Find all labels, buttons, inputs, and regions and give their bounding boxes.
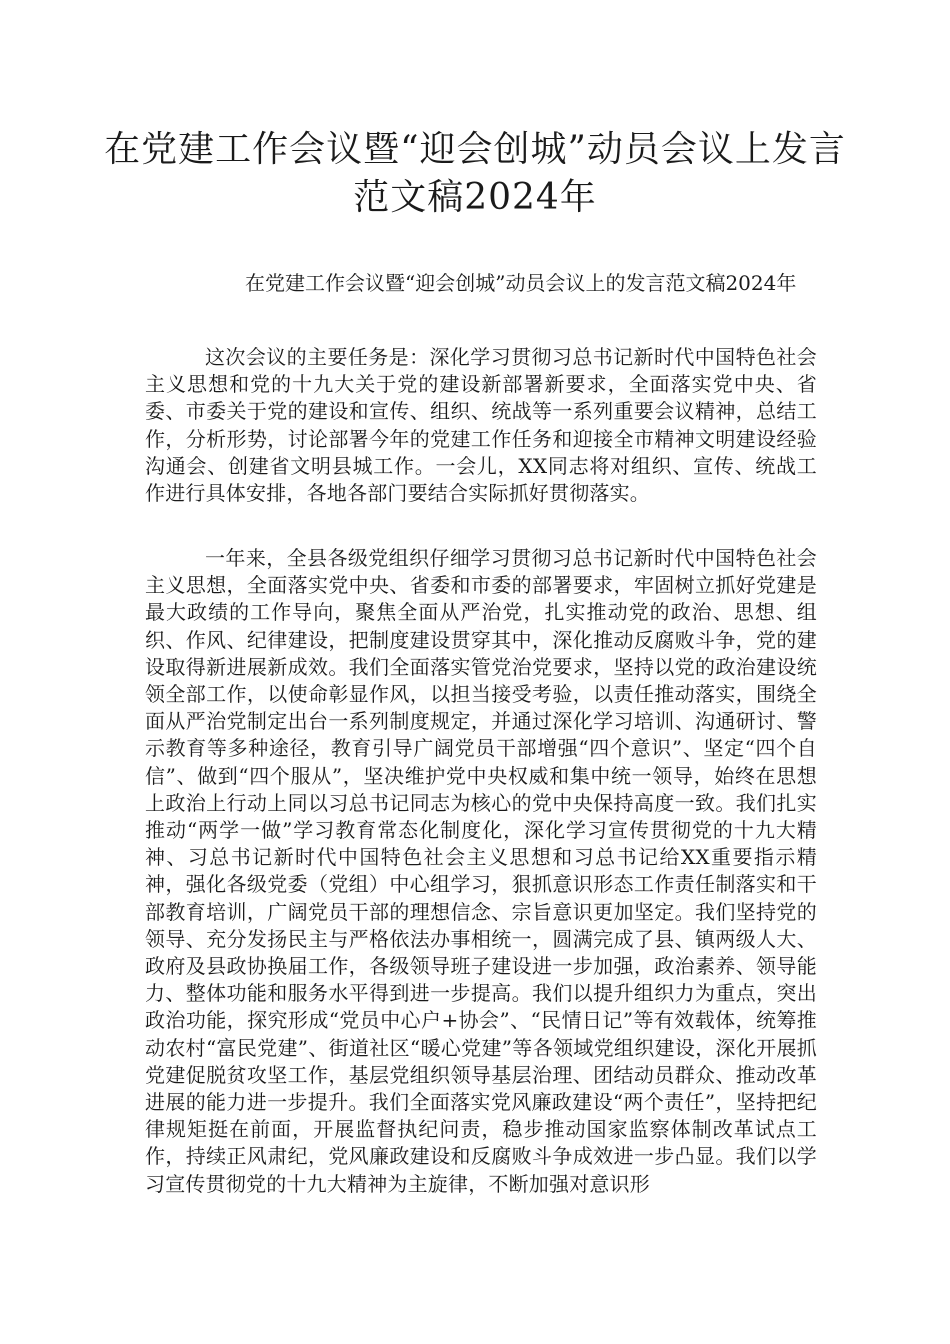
document-subtitle: 在党建工作会议暨“迎会创城”动员会议上的发言范文稿2024年 (245, 271, 797, 295)
body-paragraph: 一年来，全县各级党组织仔细学习贯彻习总书记新时代中国特色社会主义思想，全面落实党中央、省委和市委的部署要求，牢固树立抓好党建是最大政绩的工作导向，聚焦全面从严治党，扎实推动党的政治、思想、组织、作风、纪律建设，把制度建设贯穿其中，深化推动反腐败斗争，党的建设取得新进展新成效。我们全面落实管党治党要求，坚持以党的政治建设统领全部工作，以使命彰显作风，以担当接受考验，以责任推动落实，围绕全面从严治党制定出台一系列制度规定，并通过深化学习培训、沟通研讨、警示教育等多种途径，教育引导广阔党员干部增强“四个意识”、坚定“四个自信”、做到“四个服从”，坚决维护党中央权威和集中统一领导，始终在思想上政治上行动上同以习总书记同志为核心的党中央保持高度一致。我们扎实推动“两学一做”学习教育常态化制度化，深化学习宣传贯彻党的十九大精神、习总书记新时代中国特色社会主义思想和习总书记给XX重要指示精神，强化各级党委（党组）中心组学习，狠抓意识形态工作责任制落实和干部教育培训，广阔党员干部的理想信念、宗旨意识更加坚定。我们坚持党的领导、充分发扬民主与严格依法办事相统一，圆满完成了县、镇两级人大、政府及县政协换届工作，各级领导班子建设进一步加强，政治素养、领导能力、整体功能和服务水平得到进一步提高。我们以提升组织力为重点，突出政治功能，探究形成“党员中心户+协会”、“民情日记”等有效载体，统筹推动农村“富民党建”、街道社区“暖心党建”等各领域党组织建设，深化开展抓党建促脱贫攻坚工作，基层党组织领导基层治理、团结动员群众、推动改革进展的能力进一步提升。我们全面落实党风廉政建设“两个责任”，坚持把纪律规矩挺在前面，开展监督执纪问责，稳步推动国家监察体制改革试点工作，持续正风肃纪，党风廉政建设和反腐败斗争成效进一步凸显。我们以学习宣传贯彻党的十九大精神为主旋律，不断加强对意识形 (145, 546, 817, 1196)
body-paragraph: 这次会议的主要任务是：深化学习贯彻习总书记新时代中国特色社会主义思想和党的十九大关于党的建设新部署新要求，全面落实党中央、省委、市委关于党的建设和宣传、组织、统战等一系列重要会议精神，总结工作，分析形势，讨论部署今年的党建工作任务和迎接全市精神文明建设经验沟通会、创建省文明县城工作。一会儿，XX同志将对组织、宣传、统战工作进行具体安排，各地各部门要结合实际抓好贯彻落实。 (145, 345, 817, 506)
document-title: 在党建工作会议暨“迎会创城”动员会议上发言范文稿2024年 (104, 129, 846, 218)
